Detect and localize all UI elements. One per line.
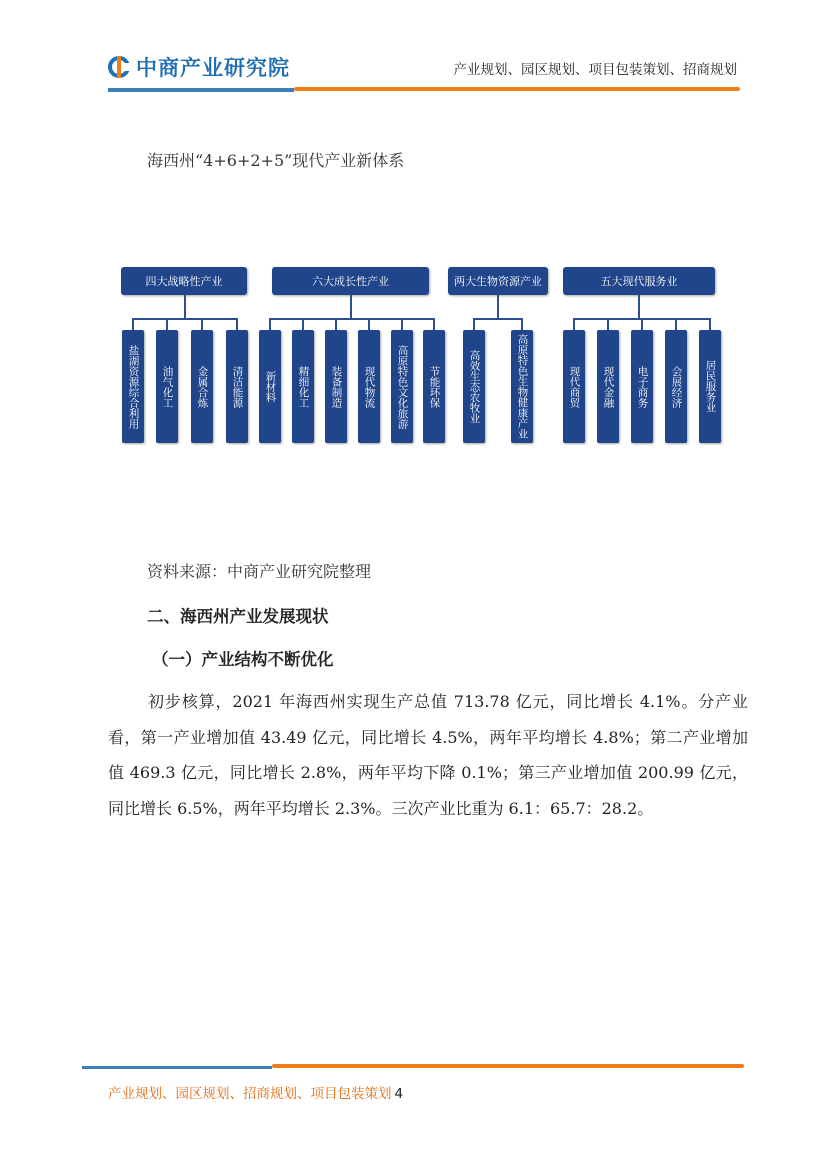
industry-item: 新材料	[259, 330, 281, 443]
group-bio-title: 两大生物资源产业	[448, 267, 548, 295]
connector	[573, 318, 575, 330]
connector	[638, 295, 640, 318]
connector	[607, 318, 609, 330]
connector	[132, 318, 134, 330]
connector	[473, 318, 523, 320]
industry-item: 现代金融	[597, 330, 619, 443]
page-number: 4	[394, 1086, 404, 1102]
header-tagline: 产业规划、园区规划、项目包装策划、招商规划	[453, 62, 737, 78]
footer-rule-orange	[272, 1064, 744, 1068]
body-paragraph: 初步核算，2021 年海西州实现生产总值 713.78 亿元，同比增长 4.1%。分产业看，第一产业增加值 43.49 亿元，同比增长 4.5%，两年平均增长 4.8%；第二产业增加值 469.3 亿元，同比增长 2.8%，两年平均下降 0.1%；第三产业增加值 200.99 亿元，同比增长 6.5%，两年平均增长 2.3%。三次产业比重为 6.1：65.7：28.2。	[108, 692, 748, 818]
footer-text: 产业规划、园区规划、招商规划、项目包装策划	[108, 1086, 392, 1102]
industry-item: 高原特色文化旅游	[391, 330, 413, 443]
industry-item: 电子商务	[631, 330, 653, 443]
connector	[473, 318, 475, 330]
footer	[108, 1082, 403, 1102]
industry-item: 高原特色生物健康产业	[511, 330, 533, 443]
connector	[641, 318, 643, 330]
connector	[433, 318, 435, 330]
industry-item: 节能环保	[423, 330, 445, 443]
connector	[269, 318, 271, 330]
logo-text: 中商产业研究院	[136, 56, 290, 80]
connector	[368, 318, 370, 330]
connector	[302, 318, 304, 330]
industry-item: 现代商贸	[563, 330, 585, 443]
industry-item: 居民服务业	[699, 330, 721, 443]
connector	[497, 295, 499, 318]
industry-system-diagram	[118, 262, 730, 452]
industry-item: 现代物流	[358, 330, 380, 443]
industry-item: 装备制造	[325, 330, 347, 443]
figure-source: 资料来源：中商产业研究院整理	[147, 562, 372, 581]
industry-item: 清洁能源	[226, 330, 248, 443]
industry-item: 精细化工	[292, 330, 314, 443]
connector	[184, 295, 186, 318]
connector	[709, 318, 711, 330]
industry-item: 会展经济	[665, 330, 687, 443]
group-strategic-title: 四大战略性产业	[121, 267, 247, 295]
industry-item: 油气化工	[156, 330, 178, 443]
header-rule-blue	[108, 88, 294, 92]
group-growth-title: 六大成长性产业	[272, 267, 429, 295]
connector	[166, 318, 168, 330]
footer-rule-blue	[82, 1066, 272, 1069]
connector	[335, 318, 337, 330]
logo-icon	[108, 56, 130, 78]
group-service-title: 五大现代服务业	[563, 267, 715, 295]
section-heading: 二、海西州产业发展现状	[147, 607, 329, 626]
industry-item: 金属合炼	[191, 330, 213, 443]
connector	[132, 318, 238, 320]
brand-logo	[108, 52, 290, 82]
connector	[236, 318, 238, 330]
connector	[350, 295, 352, 318]
connector	[675, 318, 677, 330]
industry-item: 高效生态农牧业	[463, 330, 485, 443]
connector	[269, 318, 435, 320]
header-rule-orange	[294, 87, 740, 91]
connector	[401, 318, 403, 330]
connector	[521, 318, 523, 330]
figure-caption: 海西州“4+6+2+5”现代产业新体系	[147, 151, 405, 170]
industry-item: 盐湖资源综合利用	[122, 330, 144, 443]
subsection-heading: （一）产业结构不断优化	[152, 650, 334, 669]
connector	[201, 318, 203, 330]
